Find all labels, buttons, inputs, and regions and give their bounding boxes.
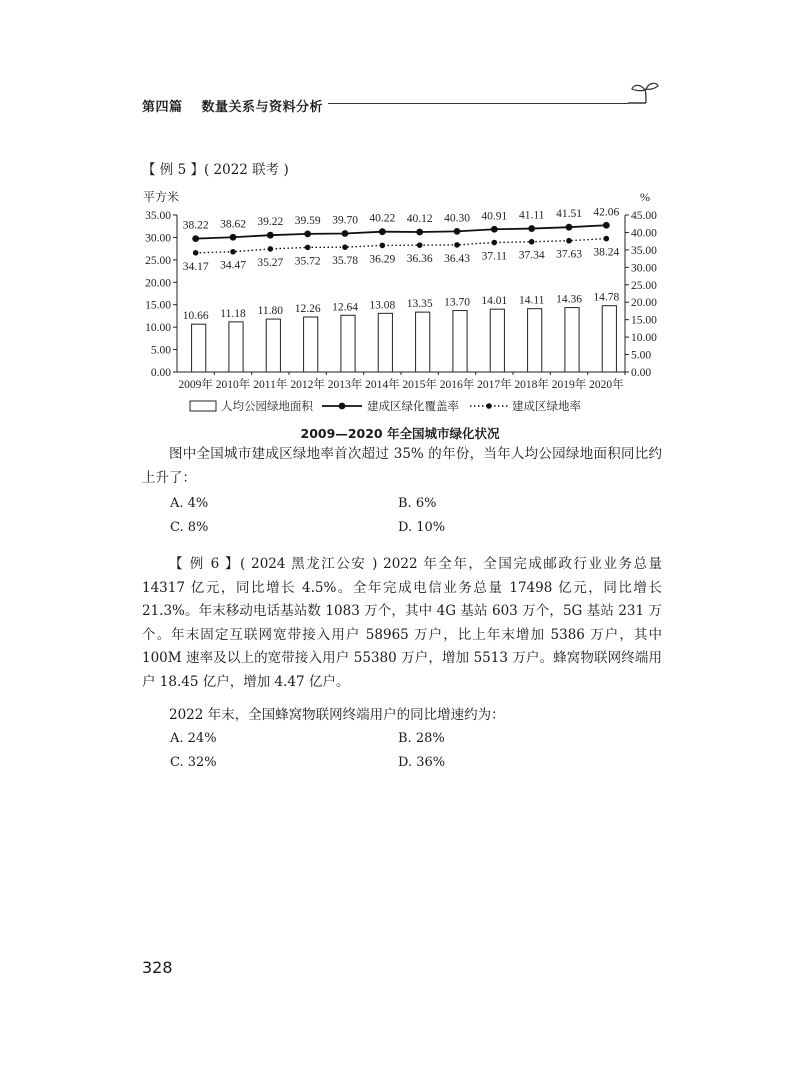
coverage-data-label: 42.06 [593,206,620,219]
x-tick-label: 2015年 [402,379,437,391]
point-coverage-rate [267,232,274,239]
coverage-data-label: 40.30 [444,212,470,225]
bar-area-per-capita [378,313,392,372]
header-section: 数量关系与资料分析 [201,100,324,115]
green-space-data-label: 37.11 [481,250,508,263]
point-coverage-rate [192,235,199,242]
point-coverage-rate [566,224,573,231]
right-tick-label: 10.00 [631,332,657,345]
right-tick-label: 5.00 [631,349,652,362]
left-tick-label: 20.00 [145,277,171,290]
green-space-data-label: 35.27 [257,256,284,269]
right-tick-label: 40.00 [631,227,657,240]
point-coverage-rate [416,229,423,236]
chart-title: 2009—2020 年全国城市绿化状况 [300,426,500,441]
x-tick-label: 2014年 [365,379,400,391]
coverage-data-label: 39.22 [257,216,284,229]
bar-area-per-capita [192,324,206,372]
example5-question: 图中全国城市建成区绿地率首次超过 35% 的年份，当年人均公园绿地面积同比约上升了： [142,446,662,486]
example6-option-d: D. 36% [398,755,446,770]
point-coverage-rate [230,234,237,241]
bar-area-per-capita [565,308,579,372]
legend-solid-marker [339,403,346,410]
bar-data-label: 13.35 [406,298,433,311]
green-space-data-label: 36.29 [369,253,396,266]
coverage-data-label: 41.51 [556,208,582,221]
example6-option-b: B. 28% [398,731,445,746]
legend-solid-label: 建成区绿化覆盖率 [367,401,459,413]
bar-area-per-capita [304,317,318,372]
green-space-data-label: 36.43 [444,252,470,265]
x-tick-label: 2013年 [327,379,363,391]
point-coverage-rate [454,228,461,235]
bar-data-label: 13.08 [369,299,396,312]
right-tick-label: 30.00 [631,262,657,275]
example5-tag: 【 例 5 】 [142,162,204,178]
coverage-data-label: 38.62 [220,218,246,231]
bar-area-per-capita [528,309,542,372]
point-green-space-rate [268,246,274,252]
example6-question: 2022 年末，全国蜂窝物联网终端用户的同比增速约为： [169,707,505,723]
green-space-data-label: 37.63 [556,248,582,261]
x-tick-label: 2009年 [178,379,213,391]
example5-option-c: C. 8% [170,520,209,535]
right-tick-label: 0.00 [631,367,652,379]
example6-option-a: A. 24% [170,731,217,746]
bar-area-per-capita [416,312,430,372]
point-green-space-rate [566,238,572,244]
right-tick-label: 15.00 [631,314,657,327]
bar-area-per-capita [266,319,280,372]
x-tick-label: 2017年 [477,379,512,391]
left-axis-unit: 平方米 [143,190,180,204]
example6-tag: 【 例 6 】 [169,556,241,572]
example5-option-d: D. 10% [398,520,446,535]
legend-dotted-marker [486,403,492,409]
bar-area-per-capita [229,322,243,372]
bar-data-label: 12.64 [332,301,358,314]
right-tick-label: 20.00 [631,297,657,310]
bar-area-per-capita [341,315,355,372]
line-green-space-rate [196,239,607,253]
point-coverage-rate [528,225,535,232]
green-space-data-label: 36.36 [406,253,433,266]
example5-option-b: B. 6% [398,496,437,511]
right-axis-unit: % [640,190,650,204]
x-tick-label: 2011年 [253,379,288,391]
green-space-data-label: 37.34 [518,249,545,262]
x-tick-label: 2019年 [551,379,587,391]
x-tick-label: 2012年 [290,379,325,391]
bar-area-per-capita [490,309,504,372]
green-space-data-label: 34.47 [220,259,246,272]
coverage-data-label: 39.59 [294,214,321,227]
legend-bar-swatch [190,401,216,411]
coverage-data-label: 40.91 [481,210,508,223]
left-tick-label: 5.00 [150,344,171,357]
right-tick-label: 25.00 [631,279,657,292]
left-tick-label: 30.00 [145,232,171,245]
green-space-data-label: 35.72 [294,255,321,268]
point-coverage-rate [491,226,498,233]
x-tick-label: 2020年 [589,379,624,391]
right-tick-label: 35.00 [631,244,657,257]
left-tick-label: 0.00 [150,367,171,379]
example6-option-c: C. 32% [170,755,217,770]
green-space-data-label: 38.24 [593,246,620,259]
point-coverage-rate [379,228,386,235]
x-tick-label: 2010年 [215,379,251,391]
point-green-space-rate [604,236,610,242]
green-space-data-label: 35.78 [332,255,358,268]
point-coverage-rate [603,222,610,229]
point-coverage-rate [342,230,349,237]
point-coverage-rate [304,230,311,237]
example5-source: ( 2022 联考 ) [203,162,289,178]
legend-dotted-label: 建成区绿地率 [512,401,581,413]
bar-data-label: 11.80 [257,305,284,318]
coverage-data-label: 39.70 [332,214,358,227]
point-green-space-rate [492,240,498,246]
x-tick-label: 2016年 [439,379,475,391]
bar-area-per-capita [602,306,616,372]
point-green-space-rate [305,245,311,251]
bar-data-label: 12.26 [294,303,321,316]
example5-option-a: A. 4% [170,496,209,511]
bar-data-label: 14.36 [556,293,582,306]
legend-bar-label: 人均公园绿地面积 [221,401,313,413]
example6-body [142,553,662,694]
point-green-space-rate [454,242,460,248]
left-tick-label: 10.00 [145,322,171,335]
coverage-data-label: 41.11 [518,209,545,222]
bar-data-label: 11.18 [220,307,246,320]
bar-data-label: 10.66 [182,310,209,323]
point-green-space-rate [342,244,348,250]
point-green-space-rate [193,250,199,256]
bar-data-label: 14.11 [518,294,545,307]
coverage-data-label: 38.22 [182,219,209,232]
bar-data-label: 14.01 [481,295,508,308]
bar-data-label: 14.78 [593,291,620,304]
page-number: 328 [142,958,173,977]
bar-data-label: 13.70 [444,296,470,309]
point-green-space-rate [230,249,236,255]
example6-text: ( 2024 黑龙江公安 ) 2022 年全年，全国完成邮政行业业务总量 14317 亿元，同比增长 4.5%。全年完成电信业务总量 17498 亿元，同比增长 21.3%。年末移动电话基站数 1083 万个，其中 4G 基站 603 万个，5G 基站 231 万个。年末固定互联网宽带接入用户 58965 万户，比上年末增加 5386 万户，其中 100M 速率及以上的宽带接入用户 55380 万户，增加 5513 万户。蜂窝物联网终端用户 18.45 亿户，增加 4.47 亿户。 [142,556,662,690]
bar-area-per-capita [453,311,467,372]
coverage-data-label: 40.22 [369,212,396,225]
coverage-data-label: 40.12 [406,213,433,226]
header-part: 第四篇 [142,100,183,115]
green-space-data-label: 34.17 [182,260,209,273]
left-tick-label: 15.00 [145,299,171,312]
left-tick-label: 35.00 [145,210,171,222]
point-green-space-rate [380,243,386,249]
x-tick-label: 2018年 [514,379,549,391]
left-tick-label: 25.00 [145,254,171,267]
point-green-space-rate [529,239,535,245]
point-green-space-rate [417,242,423,248]
right-tick-label: 45.00 [631,210,657,222]
greening-chart [0,0,800,430]
